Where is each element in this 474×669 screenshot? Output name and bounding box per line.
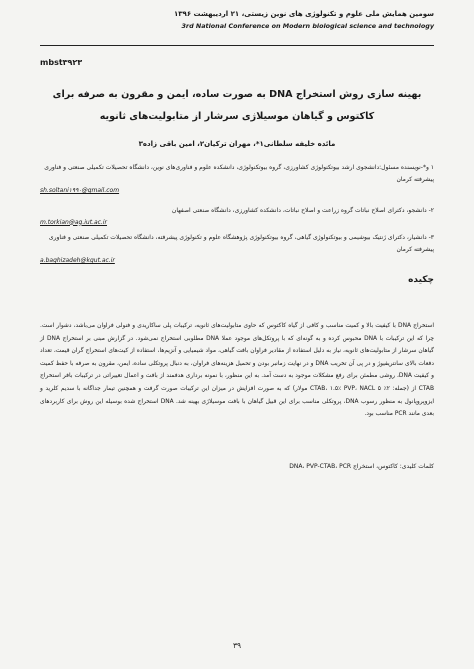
paper-code: mbst۳۹۲۳ [40,58,83,67]
conference-title-fa: سومین همایش ملی علوم و تکنولوژی های نوین زیستی، ۲۱ اردیبهشت ۱۳۹۶ [174,10,434,18]
abstract-heading: چکیده [408,275,434,285]
affiliation-text: ۱ و*-نویسنده مسئول:دانشجوی ارشد بیوتکنولوژی کشاورزی، گروه بیوتکنولوژی، دانشکده علوم و فناوری‌های نوین، دانشگاه تحصیلات تکمیلی صنعتی و فناوری پیشرفته کرمان [44,164,434,183]
abstract-body: استخراج DNA با کیفیت بالا و کمیت مناسب و کافی از گیاه کاکتوس که حاوی متابولیت‌های ثانویه، ترکیبات پلی ساکاریدی و فنولی فراوان می‌باشد، دشوار است. چرا که این ترکیبات با DNA محبوس کرده و به گونه‌ای که با پروتکل‌های موجود عملا DNA مطلوبی استخراج نمی‌شود. در گزارش مبنی بر استخراج DNA از گیاهان سرشار از متابولیت‌های ثانویه، نیاز به دلیل استفاده از مقادیر فراوان بافت گیاهی، مواد شیمیایی و آنزیم‌ها، استفاده از کیت‌های استخراج گران قیمت، تعداد دفعات بالای سانتریفیوژ و در پی آن تخریب DNA و در نهایت زمانبر بودن و تحمیل هزینه‌های فراوان، به دنبال پروتکلی ساده، ایمن، مقرون به صرفه با حفظ کمیت و کیفیت DNA، روشی مطمئن برای رفع مشکلات موجود به دست آمد. به این منظور، با نمونه برداری هدفمند از بافت و اعمال تغییراتی در ترکیبات بافر استخراج CTAB از (جمله: ۲٪ CTAB، ۱.۵٪ PVP، NACL ۵ مولار) که به صورت افزایش در میزان این ترکیبات صورت گرفت و همچنین تیمار جداگانه با سدیم کلرید و ایزوپروپانول به منظور رسوب DNA، پروتکلی مناسب برای این قبیل گیاهان با بافت موسیلاژی بهینه شد. DNA استخراج شده بوسیله این روش برای کاربردهای بعدی مانند PCR مناسب بود. [40,323,435,418]
affiliation-email[interactable]: sh.soltani۱۹۹۰@gmail.com [40,187,120,194]
affiliation-email[interactable]: a.baghizadeh@kgut.ac.ir [40,257,115,264]
affiliation-text: ۳- دانشیار، دکترای ژنتیک بیوشیمی و بیوتکنولوژی گیاهی، گروه بیوتکنولوژی پژوهشگاه علوم و تکنولوژی پیشرفته، دانشگاه تحصیلات تکمیلی صنعتی و فناوری پیشرفته کرمان [48,234,434,253]
conference-header [40,10,434,30]
affiliation-email[interactable]: m.torkian@ag.iut.ac.ir [40,218,108,226]
page-number: ۳۹ [232,641,242,650]
affiliation-3 [40,232,434,267]
paper-title: بهینه سازی روش استخراج DNA به صورت ساده، ایمن و مقرون به صرفه برای کاکتوس و گیاهان موسیلاژی سرشار از متابولیت‌های ثانویه [52,89,422,122]
affiliation-1 [40,162,434,197]
header-divider [40,45,434,46]
keywords: کلمات کلیدی: کاکتوس، استخراج DNA، PVP-CTAB، PCR [289,463,434,470]
affiliation-2 [40,205,434,228]
conference-title-en: 3rd National Conference on Modern biological science and technology [181,22,434,30]
affiliation-text: ۲- دانشجو، دکترای اصلاح نباتات گروه زراعت و اصلاح نباتات، دانشکده کشاورزی، دانشگاه صنعتی اصفهان [171,207,434,214]
authors: مائده خلیفه سلطانی۱*، مهران ترکیان۲، امین باقی زاده۳ [138,140,336,148]
